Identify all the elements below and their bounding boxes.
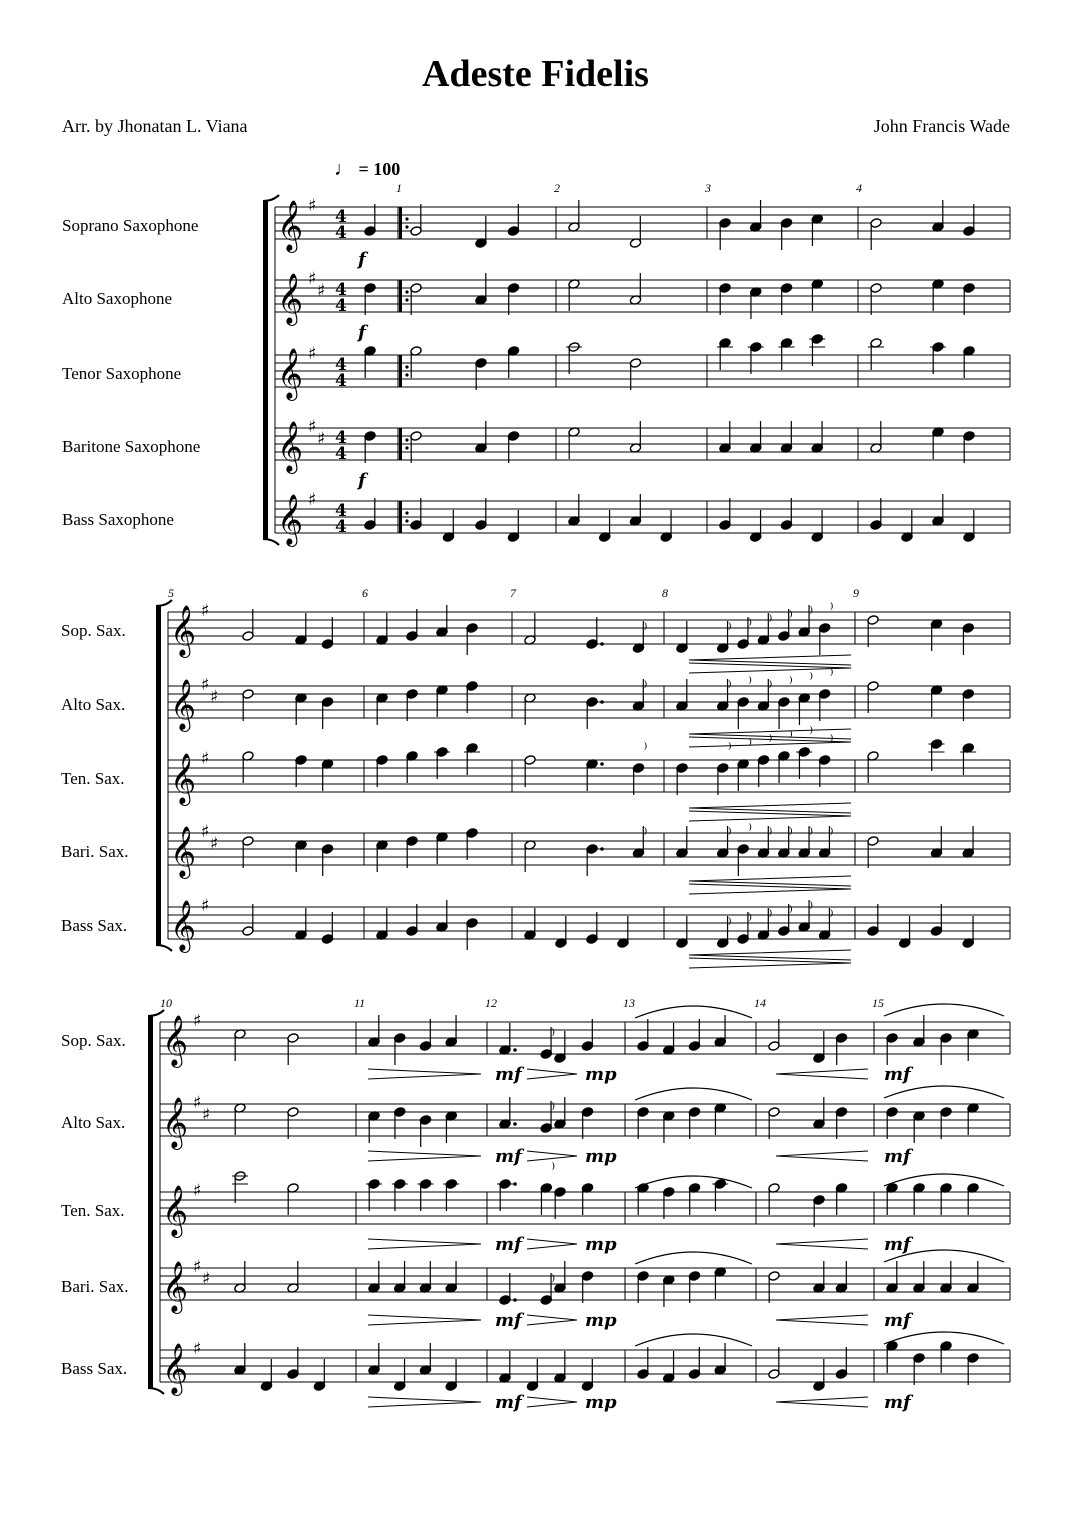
flag: ⁾ [748, 735, 753, 754]
slur [884, 1004, 1004, 1016]
decrescendo-hairpin [527, 1397, 577, 1407]
instrument-label: Alto Saxophone [62, 289, 173, 308]
decrescendo-hairpin [368, 1315, 481, 1325]
system-bracket [263, 201, 268, 539]
flag: ⁾ [551, 1025, 556, 1044]
treble-clef-icon: 𝄞 [277, 273, 304, 324]
flag: ⁾ [748, 820, 753, 839]
dynamic-mezzo_piano: mp [585, 1310, 617, 1331]
quarter-note-icon: ♩ [334, 158, 354, 180]
key-signature-sharp: ♯ [201, 822, 210, 842]
flag: ⁾ [727, 914, 732, 933]
key-signature-sharp: ♯ [193, 1093, 202, 1113]
crescendo-hairpin [776, 1069, 868, 1079]
slur [635, 1088, 752, 1100]
slur [884, 1086, 1004, 1098]
measure-number: 3 [705, 181, 711, 195]
flag: ⁾ [768, 824, 773, 843]
key-signature-sharp: ♯ [308, 269, 317, 289]
dynamic-mezzo_forte: mf [495, 1310, 522, 1331]
slur [635, 1252, 752, 1264]
dynamic-mezzo_forte: mf [495, 1146, 522, 1167]
flag: ⁾ [643, 739, 648, 758]
treble-clef-icon: 𝄞 [277, 348, 304, 399]
measure-number: 12 [485, 996, 497, 1010]
arranger-credit: Arr. by Jhonatan L. Viana [62, 116, 248, 136]
repeat-dot [405, 511, 408, 514]
flag: ⁾ [551, 1159, 556, 1178]
measure-number: 13 [623, 996, 635, 1010]
flag: ⁾ [829, 731, 834, 750]
flag: ⁾ [643, 824, 648, 843]
flag: ⁾ [809, 603, 814, 622]
key-signature-sharp: ♯ [201, 675, 210, 695]
note-dot [600, 762, 604, 766]
treble-clef-icon: 𝄞 [277, 421, 304, 472]
measure-number: 14 [754, 996, 766, 1010]
dynamic-forte: f [358, 249, 366, 270]
instrument-label: Tenor Saxophone [62, 364, 182, 383]
dynamic-forte: f [358, 322, 366, 343]
flag: ⁾ [551, 1099, 556, 1118]
key-signature-sharp: ♯ [193, 1339, 202, 1359]
time-signature-top: 4 [335, 280, 347, 300]
instrument-label: Alto Sax. [61, 1113, 126, 1132]
key-signature-sharp: ♯ [202, 1269, 211, 1289]
decrescendo-hairpin [368, 1069, 481, 1079]
system-bracket [156, 606, 161, 945]
measure-number: 1 [396, 181, 402, 195]
flag: ⁾ [788, 607, 793, 626]
instrument-label: Bari. Sax. [61, 1277, 129, 1296]
measure-number: 15 [872, 996, 884, 1010]
flag: ⁾ [748, 910, 753, 929]
key-signature-sharp: ♯ [210, 687, 219, 707]
repeat-dot [405, 365, 408, 368]
treble-clef-icon: 𝄞 [162, 1343, 189, 1394]
repeat-dot [405, 290, 408, 293]
flag: ⁾ [768, 731, 773, 750]
flag: ⁾ [748, 673, 753, 692]
flag: ⁾ [829, 824, 834, 843]
repeat-dot [405, 373, 408, 376]
slur [635, 1006, 752, 1018]
note-dot [600, 642, 604, 646]
system-bracket [148, 1016, 153, 1388]
instrument-label: Bass Sax. [61, 916, 128, 935]
treble-clef-icon: 𝄞 [170, 900, 197, 951]
treble-clef-icon: 𝄞 [170, 826, 197, 877]
dynamic-mezzo_forte: mf [884, 1392, 911, 1413]
crescendo-hairpin [776, 1239, 868, 1249]
flag: ⁾ [643, 619, 648, 638]
dynamic-mezzo_forte: mf [884, 1310, 911, 1331]
measure-number: 6 [362, 586, 368, 600]
flag: ⁾ [788, 824, 793, 843]
key-signature-sharp: ♯ [317, 281, 326, 301]
dynamic-forte: f [358, 470, 366, 491]
dynamic-mezzo_piano: mp [585, 1064, 617, 1085]
key-signature-sharp: ♯ [201, 749, 210, 769]
repeat-barline-thick [399, 428, 402, 460]
dynamic-mezzo_forte: mf [884, 1146, 911, 1167]
dynamic-mezzo_piano: mp [585, 1234, 617, 1255]
treble-clef-icon: 𝄞 [170, 679, 197, 730]
repeat-barline-thick [399, 501, 402, 533]
flag: ⁾ [768, 906, 773, 925]
dynamic-mezzo_forte: mf [884, 1064, 911, 1085]
score-title: Adeste Fidelis [422, 53, 649, 95]
flag: ⁾ [809, 824, 814, 843]
flag: ⁾ [551, 1271, 556, 1290]
instrument-label: Bass Sax. [61, 1359, 128, 1378]
flag: ⁾ [809, 669, 814, 688]
repeat-barline-thick [399, 280, 402, 312]
instrument-label: Ten. Sax. [61, 769, 125, 788]
instrument-label: Sop. Sax. [61, 621, 126, 640]
flag: ⁾ [809, 898, 814, 917]
flag: ⁾ [768, 677, 773, 696]
flag: ⁾ [788, 727, 793, 746]
key-signature-sharp: ♯ [317, 429, 326, 449]
treble-clef-icon: 𝄞 [162, 1097, 189, 1148]
dynamic-mezzo_piano: mp [585, 1146, 617, 1167]
measure-number: 7 [510, 586, 516, 600]
measure-number: 4 [856, 181, 862, 195]
dynamic-mezzo_piano: mp [585, 1392, 617, 1413]
flag: ⁾ [748, 615, 753, 634]
key-signature-sharp: ♯ [308, 490, 317, 510]
dynamic-mezzo_forte: mf [884, 1234, 911, 1255]
treble-clef-icon: 𝄞 [162, 1185, 189, 1236]
key-signature-sharp: ♯ [193, 1257, 202, 1277]
note-dot [513, 1048, 517, 1052]
key-signature-sharp: ♯ [210, 834, 219, 854]
time-signature-top: 4 [335, 428, 347, 448]
flag: ⁾ [727, 739, 732, 758]
time-signature-bottom: 4 [335, 517, 347, 537]
key-signature-sharp: ♯ [193, 1181, 202, 1201]
measure-number: 9 [853, 586, 859, 600]
instrument-label: Sop. Sax. [61, 1031, 126, 1050]
time-signature-bottom: 4 [335, 444, 347, 464]
crescendo-hairpin [776, 1315, 868, 1325]
repeat-barline-thick [399, 207, 402, 239]
decrescendo-hairpin [527, 1069, 577, 1079]
time-signature-bottom: 4 [335, 223, 347, 243]
instrument-label: Soprano Saxophone [62, 216, 199, 235]
repeat-dot [405, 225, 408, 228]
measure-number: 10 [160, 996, 172, 1010]
time-signature-top: 4 [335, 355, 347, 375]
key-signature-sharp: ♯ [308, 417, 317, 437]
flag: ⁾ [788, 673, 793, 692]
decrescendo-hairpin [527, 1239, 577, 1249]
measure-number: 8 [662, 586, 668, 600]
treble-clef-icon: 𝄞 [277, 200, 304, 251]
dynamic-mezzo_forte: mf [495, 1234, 522, 1255]
flag: ⁾ [643, 677, 648, 696]
dynamic-mezzo_forte: mf [495, 1064, 522, 1085]
instrument-label: Alto Sax. [61, 695, 126, 714]
flag: ⁾ [768, 611, 773, 630]
key-signature-sharp: ♯ [201, 896, 210, 916]
flag: ⁾ [829, 599, 834, 618]
measure-number: 11 [354, 996, 366, 1010]
repeat-barline-thick [399, 355, 402, 387]
time-signature-top: 4 [335, 207, 347, 227]
decrescendo-hairpin [527, 1315, 577, 1325]
key-signature-sharp: ♯ [308, 344, 317, 364]
note-dot [600, 847, 604, 851]
dynamic-mezzo_forte: mf [495, 1392, 522, 1413]
repeat-dot [405, 438, 408, 441]
tempo-value: = 100 [358, 159, 401, 179]
treble-clef-icon: 𝄞 [170, 605, 197, 656]
treble-clef-icon: 𝄞 [162, 1015, 189, 1066]
measure-number: 2 [554, 181, 560, 195]
time-signature-bottom: 4 [335, 296, 347, 316]
flag: ⁾ [809, 723, 814, 742]
repeat-dot [405, 446, 408, 449]
instrument-label: Ten. Sax. [61, 1201, 125, 1220]
crescendo-hairpin [776, 1397, 868, 1407]
note-dot [600, 700, 604, 704]
flag: ⁾ [829, 906, 834, 925]
instrument-label: Bass Saxophone [62, 510, 174, 529]
note-dot [513, 1298, 517, 1302]
slur [635, 1334, 752, 1346]
flag: ⁾ [727, 619, 732, 638]
time-signature-bottom: 4 [335, 371, 347, 391]
time-signature-top: 4 [335, 501, 347, 521]
repeat-dot [405, 217, 408, 220]
treble-clef-icon: 𝄞 [277, 494, 304, 545]
flag: ⁾ [727, 677, 732, 696]
decrescendo-hairpin [368, 1151, 481, 1161]
flag: ⁾ [829, 665, 834, 684]
composer-credit: John Francis Wade [873, 116, 1010, 136]
decrescendo-hairpin [368, 1397, 481, 1407]
note-dot [513, 1122, 517, 1126]
key-signature-sharp: ♯ [202, 1105, 211, 1125]
note-dot [513, 1182, 517, 1186]
treble-clef-icon: 𝄞 [162, 1261, 189, 1312]
repeat-dot [405, 519, 408, 522]
treble-clef-icon: 𝄞 [170, 753, 197, 804]
measure-number: 5 [168, 586, 174, 600]
instrument-label: Bari. Sax. [61, 842, 129, 861]
flag: ⁾ [788, 902, 793, 921]
key-signature-sharp: ♯ [308, 196, 317, 216]
key-signature-sharp: ♯ [201, 601, 210, 621]
decrescendo-hairpin [368, 1239, 481, 1249]
repeat-dot [405, 298, 408, 301]
key-signature-sharp: ♯ [193, 1011, 202, 1031]
flag: ⁾ [727, 824, 732, 843]
crescendo-hairpin [776, 1151, 868, 1161]
instrument-label: Baritone Saxophone [62, 437, 201, 456]
